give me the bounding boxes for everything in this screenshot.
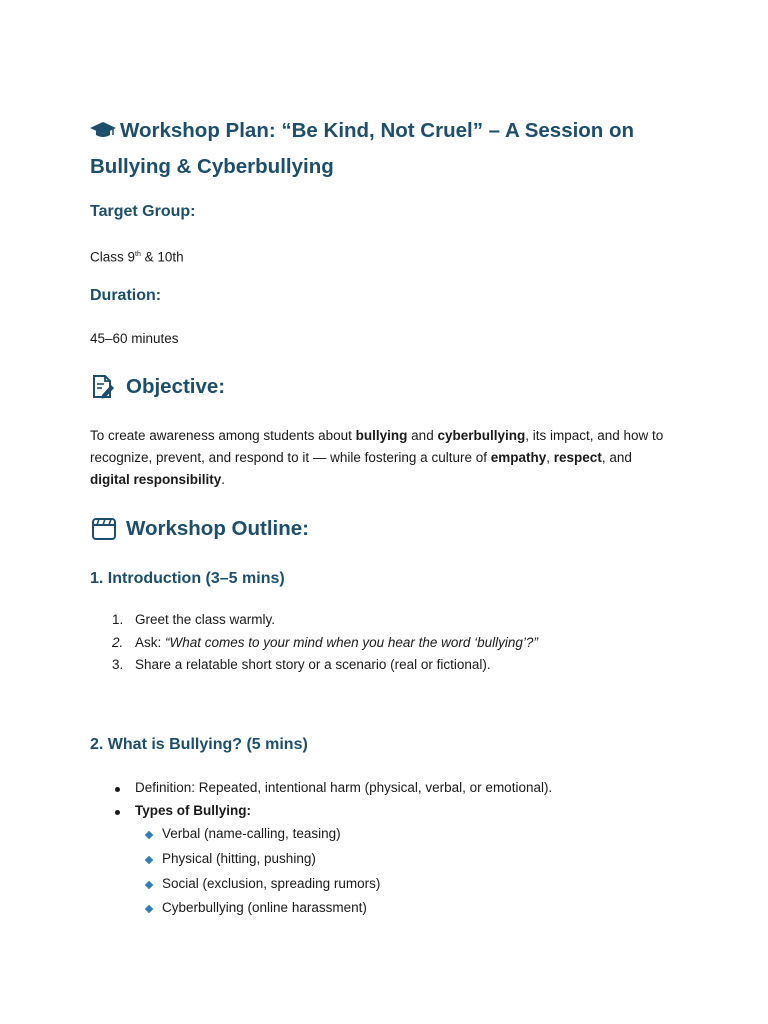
objective-heading bbox=[90, 373, 225, 401]
section2-heading: 2. What is Bullying? (5 mins) bbox=[90, 736, 308, 753]
diamond-bullet-icon bbox=[145, 831, 153, 839]
page-title-text: Workshop Plan: “Be Kind, Not Cruel” – A Session on Bullying & Cyberbullying bbox=[90, 119, 635, 178]
target-group-heading: Target Group: bbox=[90, 203, 196, 220]
diamond-bullet-icon bbox=[145, 856, 153, 864]
objective-paragraph: To create awareness among students about bullying and cyberbullying, its impact, and how to recognize, prevent, and respond to it — while fostering a culture of empathy, respect, and digital responsibility. bbox=[90, 428, 664, 487]
page-title bbox=[90, 114, 680, 183]
graduation-cap-icon bbox=[90, 117, 120, 150]
diamond-bullet-icon bbox=[145, 905, 153, 913]
duration-heading: Duration: bbox=[90, 287, 162, 304]
document-pen-icon bbox=[90, 373, 126, 401]
bullet-icon bbox=[115, 810, 120, 815]
diamond-bullet-icon bbox=[145, 881, 153, 889]
calendar-icon bbox=[90, 515, 126, 543]
objective-heading-text: Objective: bbox=[126, 375, 226, 398]
section1-heading: 1. Introduction (3–5 mins) bbox=[90, 570, 285, 587]
duration-value: 45–60 minutes bbox=[90, 331, 179, 346]
target-group-value: Class 9th & 10th bbox=[90, 249, 184, 265]
bullet-icon bbox=[115, 787, 120, 792]
workshop-outline-heading-text: Workshop Outline: bbox=[126, 517, 309, 540]
workshop-outline-heading bbox=[90, 515, 309, 543]
